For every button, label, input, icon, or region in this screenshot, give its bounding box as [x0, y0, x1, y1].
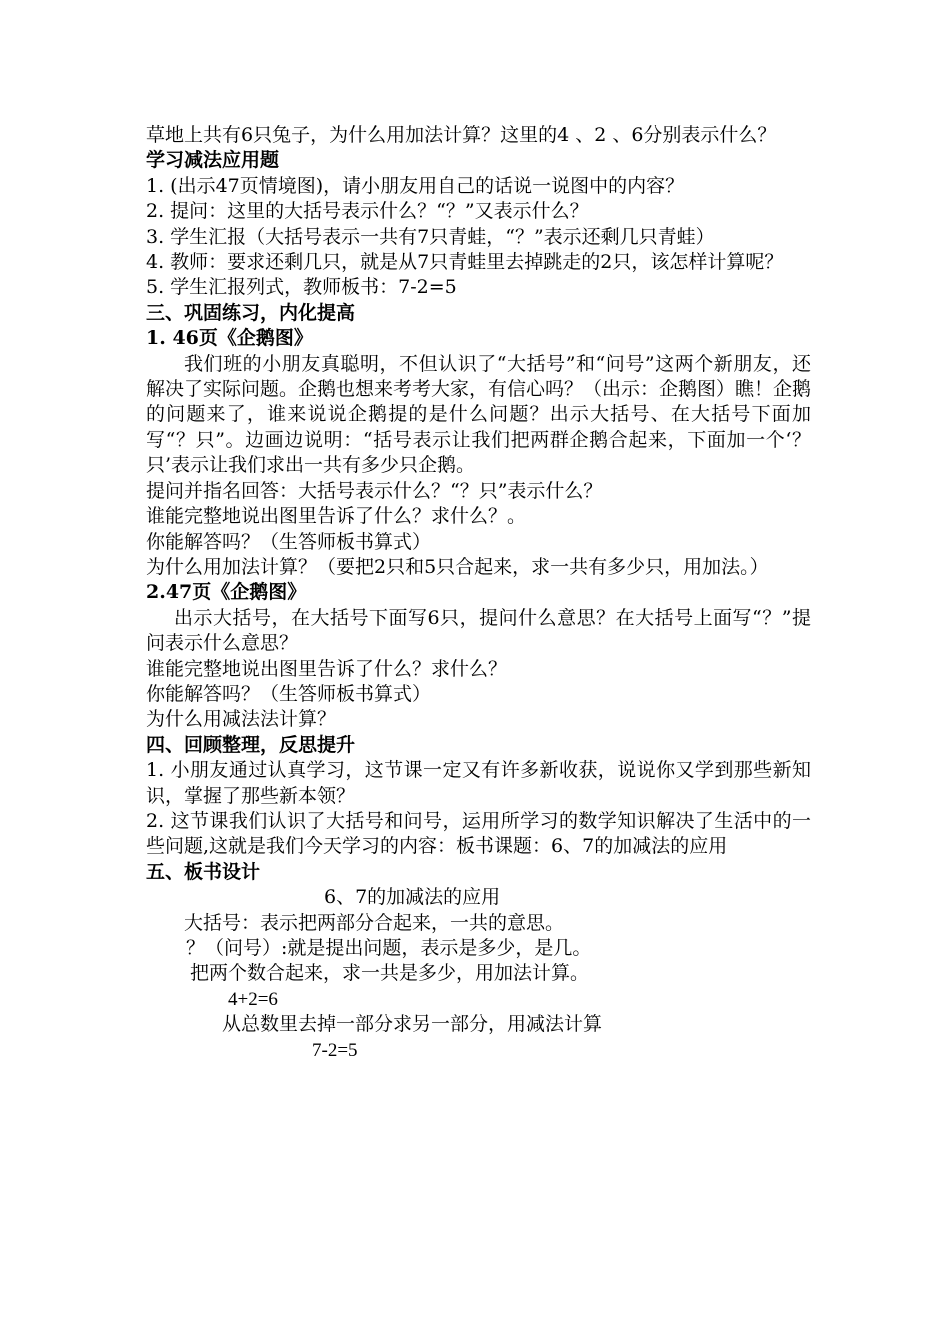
ex2-heading: 2.47页《企鹅图》	[146, 581, 307, 604]
board-line: 大括号：表示把两部分合起来，一共的意思。	[184, 911, 565, 934]
board-line: 把两个数合起来，求一共是多少，用加法计算。	[190, 962, 590, 985]
board-title: 6、7的加减法的应用	[324, 886, 501, 909]
ex2-intro: 出示大括号，在大括号下面写6只，提问什么意思？在大括号上面写“？”提问表示什么意思？	[146, 606, 811, 655]
ex1-line: 提问并指名回答：大括号表示什么？“？只”表示什么？	[146, 479, 603, 502]
ex1-line: 谁能完整地说出图里告诉了什么？求什么？。	[146, 505, 527, 528]
section3-heading: 三、巩固练习，内化提高	[146, 301, 356, 324]
ex1-line: 你能解答吗？（生答师板书算式）	[146, 530, 432, 553]
list-item: 5. 学生汇报列式，教师板书：7-2=5	[146, 276, 457, 299]
ex2-line: 谁能完整地说出图里告诉了什么？求什么？	[146, 657, 508, 680]
ex2-line: 为什么用减法法计算？	[146, 708, 337, 731]
ex2-line: 你能解答吗？（生答师板书算式）	[146, 682, 432, 705]
ex1-line: 为什么用加法计算？（要把2只和5只合起来，求一共有多少只，用加法。）	[146, 555, 769, 578]
intro-paragraph: 草地上共有6只兔子，为什么用加法计算？这里的4 、2 、6分别表示什么？	[146, 124, 777, 146]
section5-heading: 五、板书设计	[146, 860, 261, 883]
blackboard-design	[146, 885, 811, 1063]
document-page	[146, 123, 811, 1063]
list-item: 1. (出示47页情境图)，请小朋友用自己的话说一说图中的内容？	[146, 174, 685, 197]
ex1-heading: 1. 46页《企鹅图》	[146, 327, 313, 350]
subtraction-heading: 学习减法应用题	[146, 149, 280, 172]
board-equation: 4+2=6	[228, 988, 278, 1010]
section4-item: 1. 小朋友通过认真学习，这节课一定又有许多新收获，说说你又学到那些新知识，掌握了那些新本领？	[146, 759, 811, 807]
section4-heading: 四、回顾整理，反思提升	[146, 733, 356, 756]
board-equation: 7-2=5	[312, 1039, 358, 1061]
list-item: 2. 提问：这里的大括号表示什么？“？”又表示什么？	[146, 200, 589, 223]
list-item: 4. 教师：要求还剩几只，就是从7只青蛙里去掉跳走的2只，该怎样计算呢？	[146, 251, 784, 274]
section4-item: 2. 这节课我们认识了大括号和问号，运用所学习的数学知识解决了生活中的一些问题,这就是我们今天学习的内容：板书课题：6、7的加减法的应用	[146, 809, 811, 858]
board-line: 从总数里去掉一部分求另一部分，用减法计算	[222, 1013, 603, 1036]
list-item: 3. 学生汇报（大括号表示一共有7只青蛙，“？”表示还剩几只青蛙）	[146, 225, 715, 248]
ex1-intro: 我们班的小朋友真聪明，不但认识了“大括号”和“问号”这两个新朋友，还解决了实际问题。企鹅也想来考考大家，有信心吗？（出示：企鹅图）瞧！企鹅的问题来了，谁来说说企鹅提的是什么问题？出示大括号、在大括号下面加写“？只”。边画边说明：“括号表示让我们把两群企鹅合起来，下面加一个‘？只’表示让我们求出一共有多少只企鹅。	[146, 352, 812, 477]
board-line: ？（问号）:就是提出问题，表示是多少，是几。	[186, 937, 592, 959]
